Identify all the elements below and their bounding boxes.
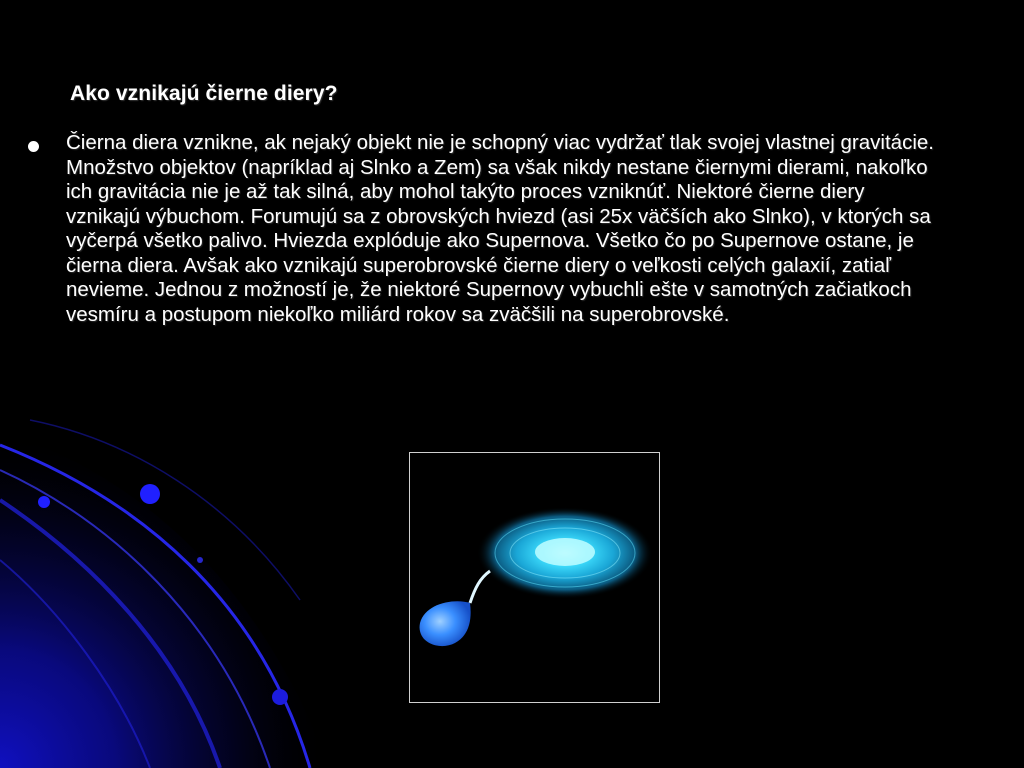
accretion-disk-image: [410, 453, 660, 703]
bullet-text: Čierna diera vznikne, ak nejaký objekt nie je schopný viac vydržať tlak svojej vlastnej gravitácie. Množstvo objektov (napríklad aj Slnko a Zem) sa však nikdy nestane čiernymi dierami, nakoľko ich gravitácia nie je až tak silná, aby mohol takýto proces vzniknúť. Niektoré čierne diery vznikajú výbuchom. Forumujú sa z obrovských hviezd (asi 25x väčších ako Slnko), v ktorých sa vyčerpá všetko palivo. Hviezda explóduje ako Supernova. Všetko čo po Supernove ostane, je čierna diera. Avšak ako vznikajú superobrovské čierne diery o veľkosti celých galaxií, zatiaľ nevieme. Jednou z možností je, že niektoré Supernovy vybuchli ešte v samotných začiatkoch vesmíru a postupom niekoľko miliárd rokov sa zväčšili na superobrovské.: [66, 131, 934, 326]
black-hole-illustration: [409, 452, 660, 703]
slide-title: Ako vznikajú čierne diery?: [70, 82, 338, 105]
bullet-item: [28, 131, 938, 327]
bullet-dot-icon: [28, 141, 39, 152]
